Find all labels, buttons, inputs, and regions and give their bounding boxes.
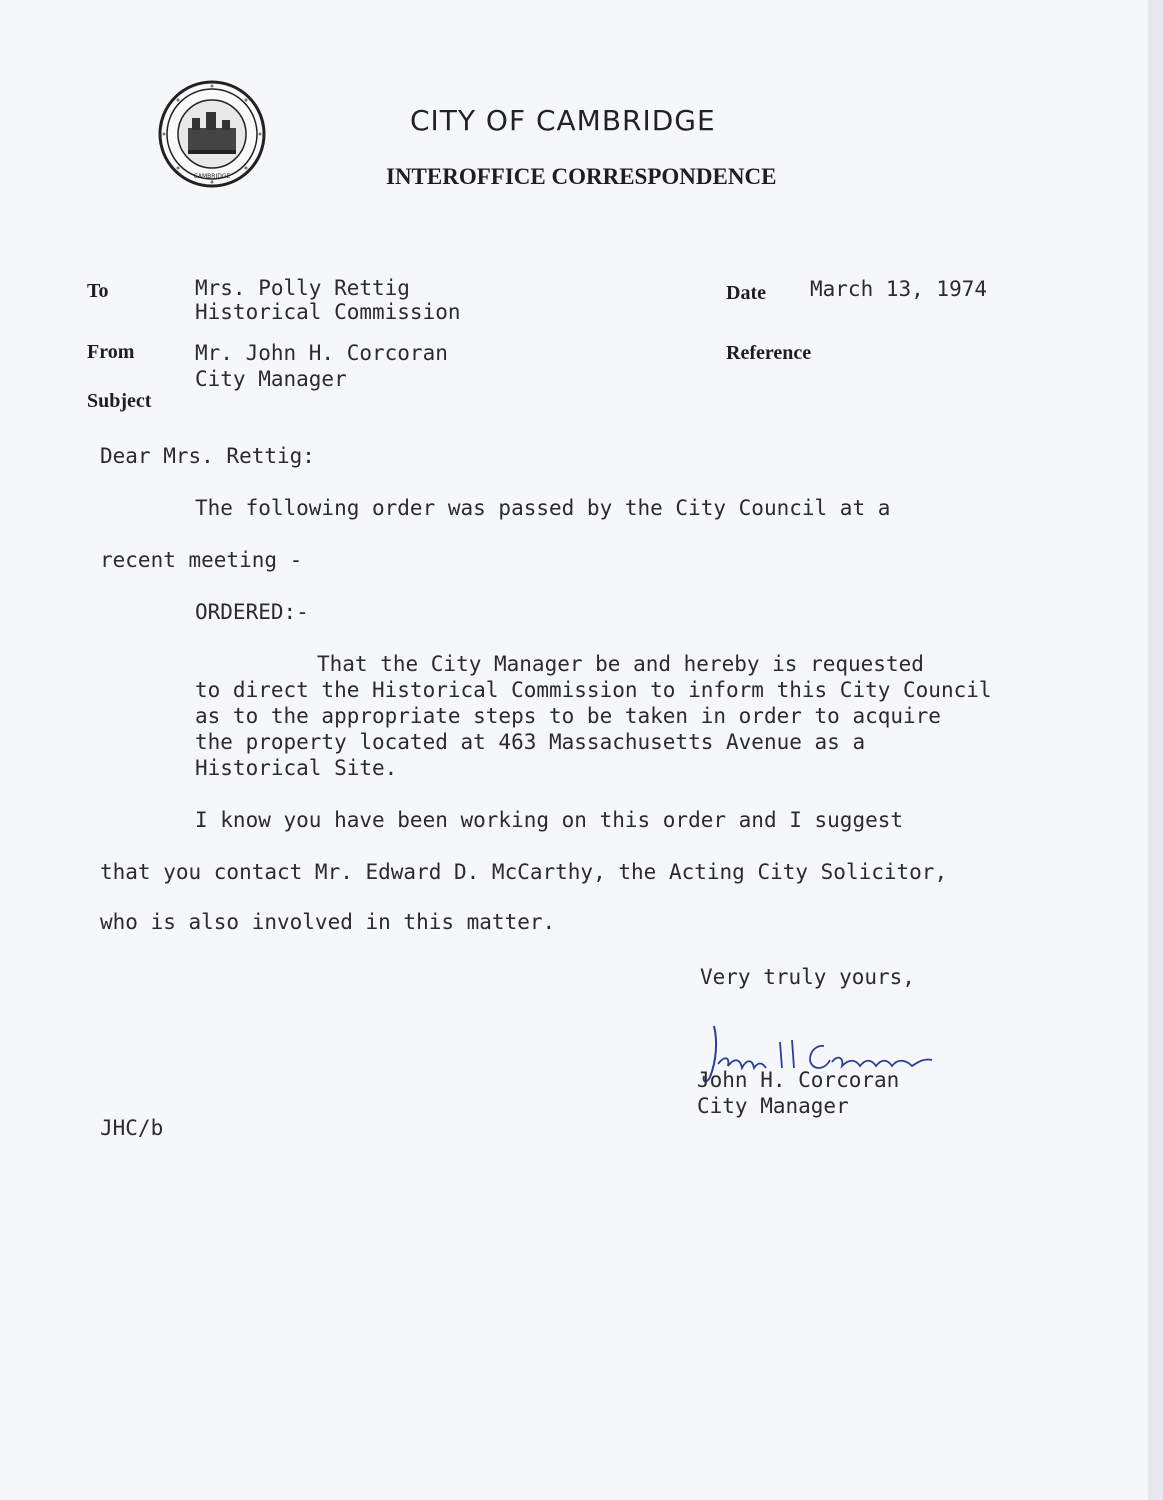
- date-label: Date: [726, 282, 766, 304]
- paragraph-2-line-2: that you contact Mr. Edward D. McCarthy, the Acting City Solicitor,: [100, 860, 948, 884]
- letterhead-title: CITY OF CAMBRIDGE: [410, 104, 716, 137]
- signatory-name: John H. Corcoran: [697, 1068, 900, 1092]
- paragraph-2-line-1: I know you have been working on this order and I suggest: [195, 808, 904, 832]
- to-label: To: [87, 280, 109, 302]
- valediction: Very truly yours,: [700, 965, 915, 989]
- city-seal-icon: [158, 80, 266, 188]
- subject-label: Subject: [87, 390, 152, 412]
- seal-lettering: CAMBRIDGE: [193, 173, 231, 180]
- order-line: That the City Manager be and hereby is requested: [317, 652, 924, 676]
- order-line: to direct the Historical Commission to inform this City Council: [195, 678, 992, 702]
- recipient-name: Mrs. Polly Rettig: [195, 276, 410, 300]
- letterhead-subtitle: INTEROFFICE CORRESPONDENCE: [386, 164, 777, 189]
- paragraph-1-line-2: recent meeting -: [100, 548, 303, 572]
- ordered-heading: ORDERED:-: [195, 600, 309, 624]
- sender-name: Mr. John H. Corcoran: [195, 341, 448, 365]
- from-label: From: [87, 341, 135, 363]
- reference-label: Reference: [726, 342, 812, 364]
- paragraph-1-line-1: The following order was passed by the City Council at a: [195, 496, 891, 520]
- recipient-department: Historical Commission: [195, 300, 461, 324]
- order-line: as to the appropriate steps to be taken in order to acquire: [195, 704, 941, 728]
- paragraph-2-line-3: who is also involved in this matter.: [100, 910, 556, 934]
- order-line: Historical Site.: [195, 756, 398, 780]
- salutation: Dear Mrs. Rettig:: [100, 444, 315, 468]
- sender-title: City Manager: [195, 367, 347, 391]
- signatory-title: City Manager: [697, 1094, 849, 1118]
- order-line: the property located at 463 Massachusetts Avenue as a: [195, 730, 866, 754]
- date-value: March 13, 1974: [810, 277, 988, 301]
- typist-initials: JHC/b: [100, 1116, 164, 1140]
- page-edge: [1148, 0, 1163, 1500]
